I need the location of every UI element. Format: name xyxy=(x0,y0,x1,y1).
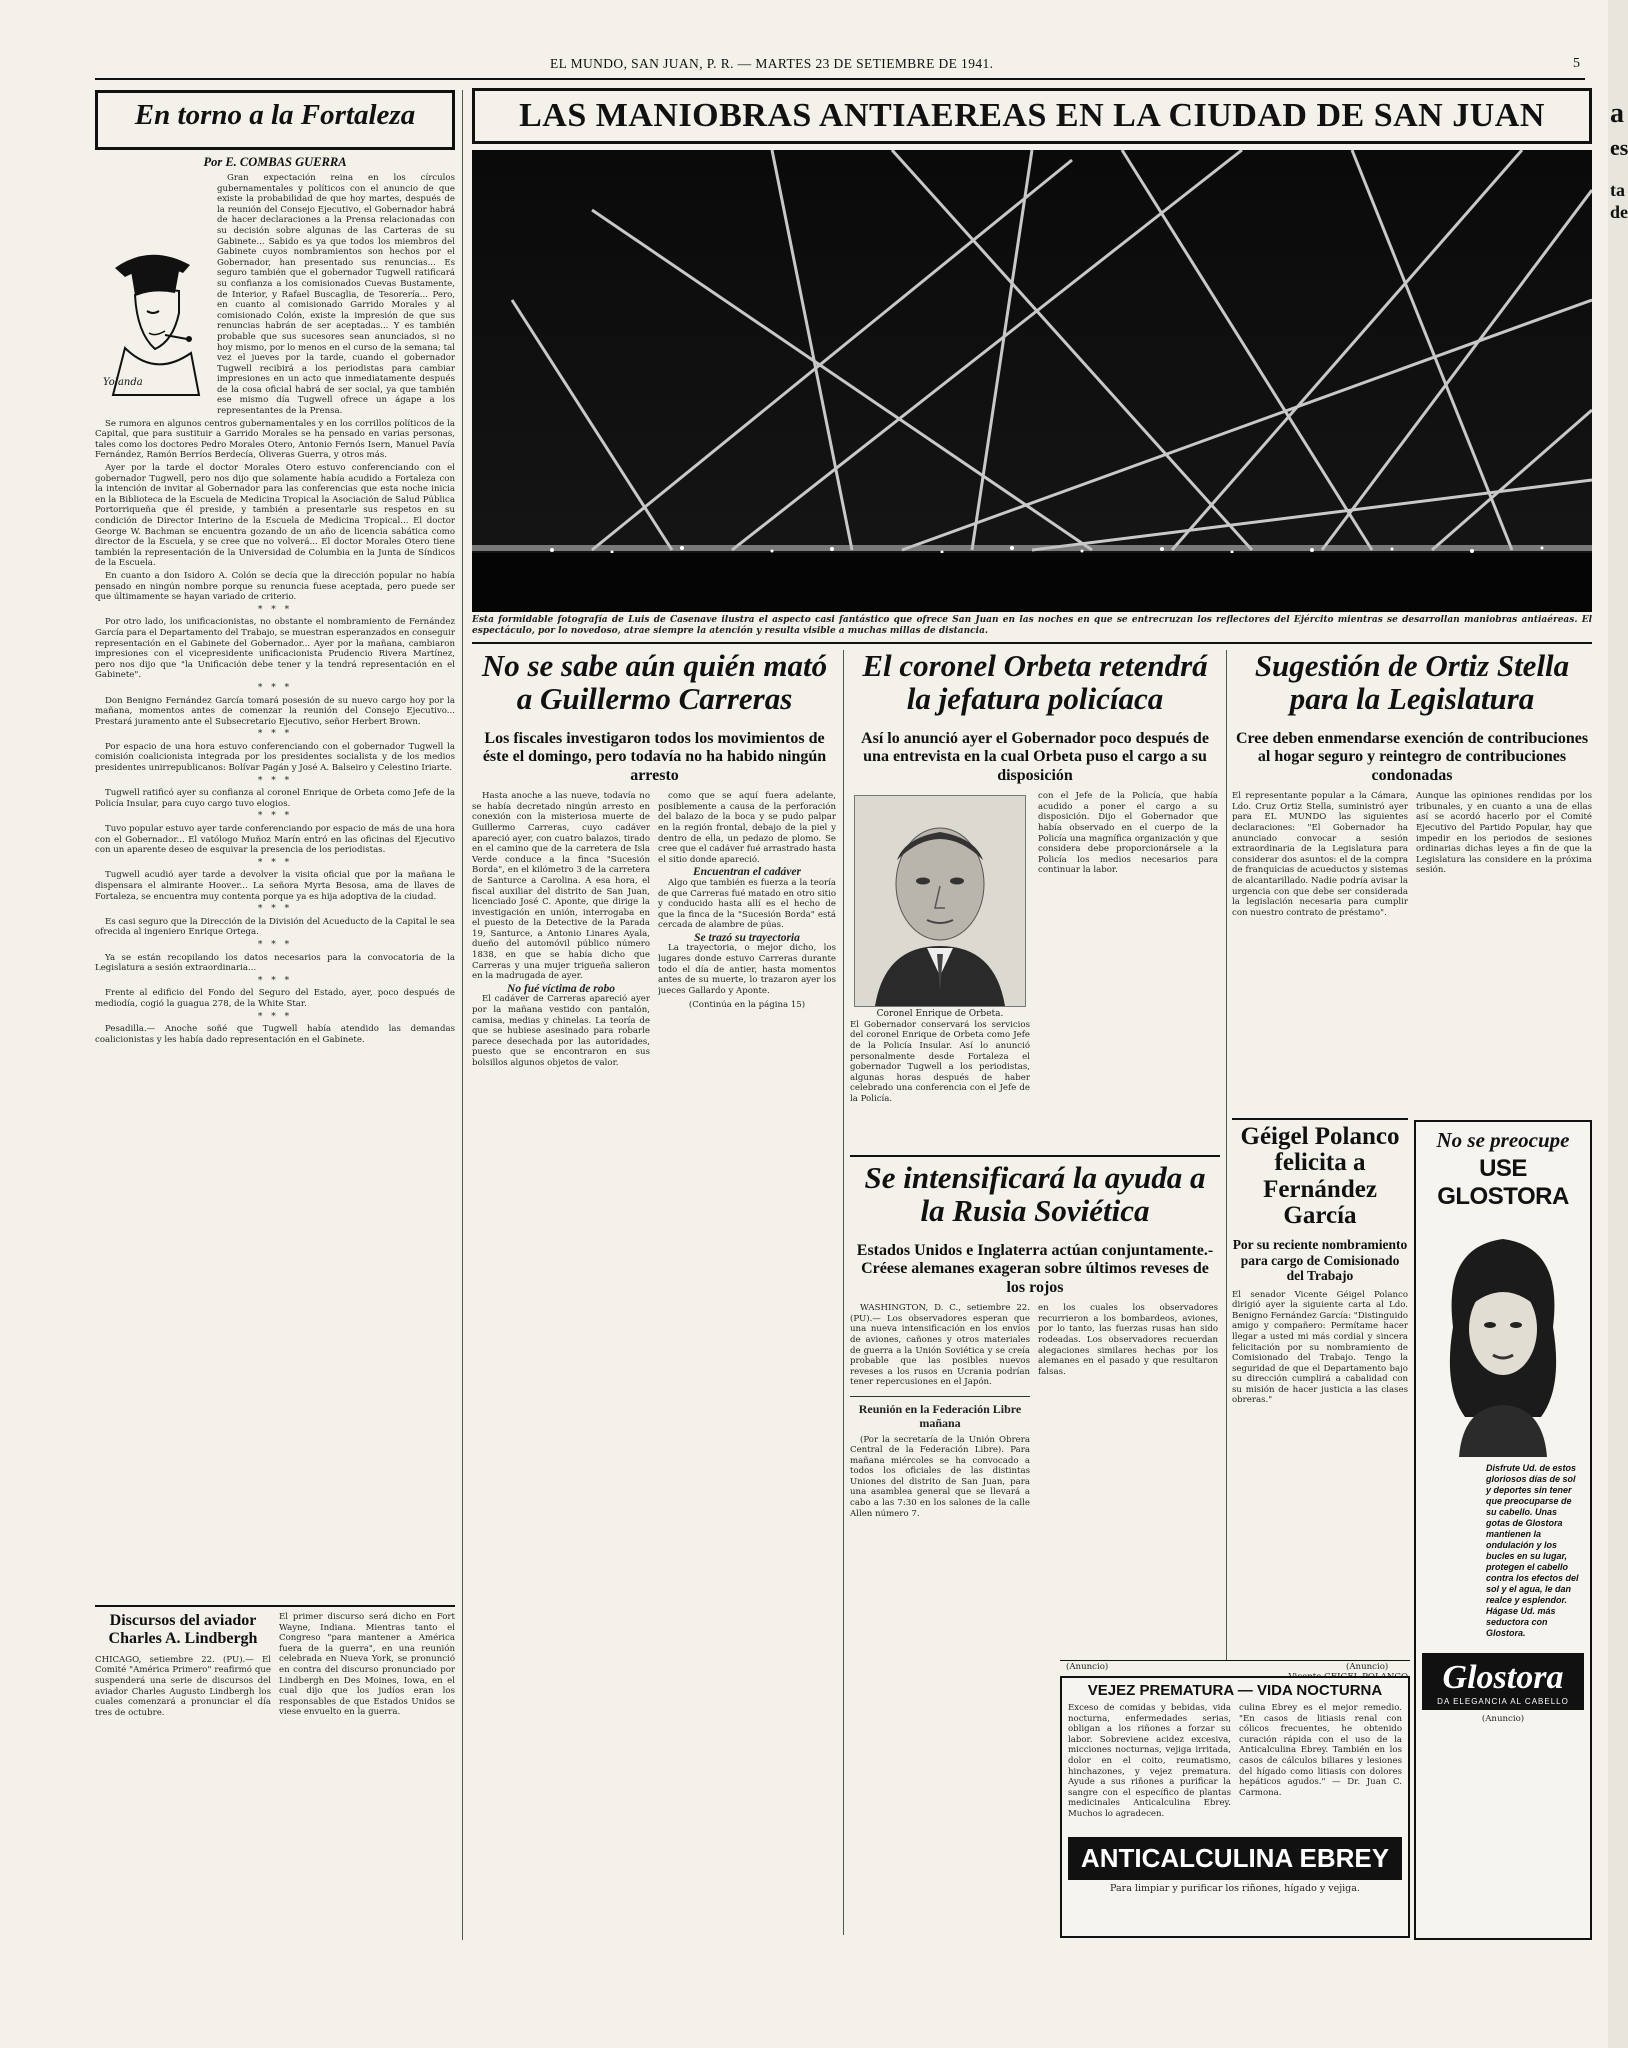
column-paragraph: Tuvo popular estuvo ayer tarde conferenciando por espacio de más de una hora con el Gobernador... El vatólogo Muñoz Marín entró en las oficinas del Ejecutivo con un aparente deseo de esquivar la presencia de los periodistas. xyxy=(95,824,455,856)
story-geigel xyxy=(1232,1124,1408,1682)
column-fortaleza: En torno a la Fortaleza Por E. COMBAS GUERRA Yolanda Gran expectación reina en los círculos gubernamentales y políticos con el anuncio de que existe la probabilidad de que hoy martes, después de la reunión del Consejo Ejecutivo, el Gobernador habrá de hacer declaraciones a la Prensa relacionadas con su decisión sobre algunas de las Carteras de su Gabinete... Sabido es ya que todos los miembros del Gabinete cuyos nombramientos son hechos por el Gobernador, han presentado sus renuncias... Es seguro también que el gobernador Tugwell ratificará su confianza a los comisionados Cuevas Bustamente, de Interior, y Rafael Buscaglia, de Tesorería... Pero, en cuanto al comisionado Garrido Morales y al comisionado Colón, existe la impresión de que sus renuncias habrán de ser aceptadas... Y es también probable que sus sucesores sean anunciados, si no hoy mismo, por lo menos en el curso de la semana; tal vez el jueves por la tarde, cuando el gobernador Tugwell recibirá a los periodistas para cambiar impresiones en un acto que inmediatamente después de la cosa oficial habrá de ser social, ya que también ese mismo día Tugwell ofrece un ágape a los representantes de la Prensa. Se rumora en algunos centros gubernamentales y en los corrillos políticos de la Capital, que para sustituir a Garrido Morales se ha pensado en varias personas, tales como los doctores Pedro Morales Otero, Antonio Fernós Isern, Manuel Pavía Fernández, Ramón Berríos Berdecía, Oliveras Guerra, y otros más. Ayer por la tarde el doctor Morales Otero estuvo conferenciando con el gobernador Tugwell, pero nos dijo que solamente había acudido a Fortaleza con la intención de invitar al Gobernador para las conferencias que esta noche inicia en la Biblioteca de la Escuela de Medicina Tropical la Asociación de Salud Pública Portorriqueña que él preside, y también a presentarle sus respetos en su condición de Director Interino de la Escuela de Medicina Tropical... El doctor George W. Bachman se encuentra gozando de un año de licencia sabática como director de la Escuela, y se cree que no volverá... El doctor Morales Otero tiene también la representación de la Universidad de Columbia en la Junta de Síndicos de la Escuela. En cuanto a don Isidoro A. Colón se decía que la dirección popular no había pensado en ningún nombre porque su renuncia fuese aceptada, pero puede ser que últimamente se hayan variado de criterio. * * * Por otro lado, los unificacionistas, no obstante el nombramiento de Fernández García para el Departamento del Trabajo, se muestran esperanzados en conseguir representación en el Gabinete del Gobernador... Ayer por la mañana, cambiaron impresiones con el vicepresidente unificacionista Prudencio Rivera Martínez, pero nos dijo que "la Unificación debe tener y la tendrá representación en el Gabinete". * * * Don Benigno Fernández García tomará posesión de su nuevo cargo hoy por la mañana, momentos antes de comenzar la reunión del Consejo Ejecutivo... Prestará juramento ante el Subsecretario Ejecutivo, señor Herbert Brown. * * * Por espacio de una hora estuvo conferenciando con el gobernador Tugwell la comisión coalicionista integrada por los presidentes socialista y de los medios presidentes unirrepublicanos: Bolívar Pagán y José A. Balseiro y Celestino Iriarte. * * * Tugwell ratificó ayer su confianza al coronel Enrique de Orbeta como Jefe de la Policía Insular, para cuyo cargo tuvo elogios. * * * Tuvo popular estuvo ayer tarde conferenciando por espacio de más de una hora con el Gobernador... El vatólogo Muñoz Marín entró en las oficinas del Ejecutivo con un aparente deseo de esquivar la presencia de los periodistas. * * * Tugwell acudió ayer tarde a devolver la visita oficial que por la mañana le dispensara el almirante Hoover... La señora Myrta Besosa, ama de llaves de Fortaleza, se encuentra muy contenta porque ya es hija adoptiva de la ciudad. * * * Es casi seguro que la Dirección de la División del Acueducto de la Capital le sea ofrecida al ingeniero Enrique Ortega. * * * Ya se están recopilando los datos necesarios para la convocatoria de la Legislatura a sesión extraordinaria... * * * Frente al edificio del Fondo del Seguro del Estado, ayer, poco después de mediodía, cogió la guagua 278, de la White Star. * * * Pesadilla.— Anoche soñé que Tugwell había atendido las demandas coalicionistas y les había dado representación en el Gabinete. xyxy=(95,90,455,1439)
ortiz-headline: Sugestión de Ortiz Stella para la Legislatura xyxy=(1254,648,1570,716)
edge-letter: a xyxy=(1610,98,1624,129)
glostora-headline: No se preocupe xyxy=(1436,1128,1570,1152)
ad-label: (Anuncio) xyxy=(1066,1662,1109,1672)
orbeta-deck: Así lo anunció ayer el Gobernador poco después de una entrevista en la cual Orbeta puso el cargo a su disposición xyxy=(861,730,1209,784)
masthead: EL MUNDO, SAN JUAN, P. R. — MARTES 23 DE SETIEMBRE DE 1941. xyxy=(550,56,994,71)
glostora-tagline: DA ELEGANCIA AL CABELLO xyxy=(1437,1697,1569,1706)
column-paragraph: Tugwell ratificó ayer su confianza al coronel Enrique de Orbeta como Jefe de la Policía Insular, para cuyo cargo tuvo elogios. xyxy=(95,788,455,809)
lindbergh-body: El primer discurso será dicho en Fort Wayne, Indiana. Mientras tanto el Congreso "para mantener a América fuera de la guerra", en una reunión celebrada en Nueva York, se pronunció en contra del discurso pronunciado por Lindbergh en Des Moines, Iowa, en el cual dijo que los judíos eran los responsables de que Estados Unidos se viese envuelto en la guerra. xyxy=(279,1612,455,1718)
lindbergh-body: CHICAGO, setiembre 22. (PU).— El Comité "América Primero" reafirmó que suspenderá una serie de discursos del aviador Charles Augusto Lindbergh los cuales comenzará a pronunciar el día tres de octubre. xyxy=(95,1654,271,1718)
illustrator-signature: Yolanda xyxy=(103,377,143,388)
carreras-subhead: Encuentran el cadáver xyxy=(693,866,801,879)
carreras-paragraph: como que se aquí fuera adelante, posiblemente a causa de la perforación del balazo de la boca y se pudo palpar en la región frontal, debajo de la piel y dentro de ella, un pedazo de plomo. Se cree que el cadáver fué arrastrado hasta el sitio donde apareció. xyxy=(658,791,836,865)
geigel-headline: Géigel Polanco felicita a Fernández García xyxy=(1240,1123,1400,1229)
caricature-illustration xyxy=(95,173,213,403)
orbeta-paragraph: con el Jefe de la Policía, que había acudido a poner el cargo a su disposición. Dijo el Gobernador que había observado en el cuerpo de la Policía una magnífica organización y que considera debe proporcionársele a la Policía los medios necesarios para continuar la labor. xyxy=(1038,791,1218,876)
federacion-paragraph: (Por la secretaría de la Unión Obrera Central de la Federación Libre). Para mañana miércoles se ha convocado a todos los oficiales de las distintas Uniones del distrito de San Juan, para una asamblea general que se llevará a cabo a las 7:30 en los salones de la calle Allen número 7. xyxy=(850,1434,1030,1519)
carreras-subhead: No fué víctima de robo xyxy=(507,982,615,995)
photo-caption: Esta formidable fotografía de Luis de Casenave ilustra el aspecto casi fantástico que ofrece San Juan en las noches en que se entrecruzan los reflectores del Ejército mientras se desarrollan maniobras antiaéreas. El espectáculo, por lo novedoso, atrae siempre la atención y resulta visible a muchas millas de distancia. xyxy=(472,615,1592,636)
page-number: 5 xyxy=(1573,56,1580,71)
ortiz-paragraph: Aunque las opiniones rendidas por los tribunales, y en cuanto a una de ellas así se acordó hacerlo por el Comité Ejecutivo del Partido Popular, hay que impedir en los periodos de sesiones ordinarias dichas leyes a fin de que la Legislatura las considere en la próxima sesión. xyxy=(1416,791,1592,876)
column-paragraph: Por espacio de una hora estuvo conferenciando con el gobernador Tugwell la comisión coalicionista integrada por los presidentes socialista y de los medios presidentes unirrepublicanos: Bolívar Pagán y José A. Balseiro y Celestino Iriarte. xyxy=(95,741,455,774)
rusia-paragraph: WASHINGTON, D. C., setiembre 22. (PU).— Los observadores esperan que una nueva intensificación en los envíos de aviones, cañones y otros materiales de guerra a la Unión Soviética y se creía probable que las posibles nuevos reveses a los rusos en Ucrania podrían tener repercusiones en el Japón. xyxy=(850,1303,1030,1388)
carreras-paragraph: Hasta anoche a las nueve, todavía no se había decretado ningún arresto en conexión con la misteriosa muerte de Guillermo Carreras, cuyo cadáver apareció ayer, con cuatro balazos, tirado en el camino que de la carretera de Isla Verde conduce a la finca "Sucesión Borda", en el kilómetro 3 de la carretera de Santurce a Carolina. A esa hora, el fiscal auxiliar del distrito de San Juan, licenciado José C. Aponte, que dirige la investigación en unión, interrogaba en el puesto de la Detective de la Parada 19, Santurce, a Antonio Linares Ayala, dueño del automóvil público número 1838, en que se había dicho que Carreras y una mujer trigueña salieron en la madrugada de ayer. xyxy=(472,791,650,982)
column-paragraph: Ya se están recopilando los datos necesarios para la convocatoria de la Legislatura a sesión extraordinaria... xyxy=(95,952,455,974)
column-paragraph: Frente al edificio del Fondo del Seguro del Estado, ayer, poco después de mediodía, cogió la guagua 278, de la White Star. xyxy=(95,988,455,1009)
ebrey-copy: Exceso de comidas y bebidas, vida nocturna, enfermedades serias, obligan a los riñones a forzar su labor. Sobreviene acidez excesiva, micciones nocturnas, vejiga irritada, dolor en el coito, reumatismo, hinchazones, y vejez prematura. Ayude a sus riñones a purificar la sangre con el específico de plantas medicinales Anticalculina Ebrey. Muchos lo agradecen. xyxy=(1068,1703,1231,1819)
ad-label: (Anuncio) xyxy=(1346,1662,1389,1672)
story-carreras xyxy=(472,650,837,1981)
column-paragraph: Don Benigno Fernández García tomará posesión de su nuevo cargo hoy por la mañana, momentos antes de comenzar la reunión del Consejo Ejecutivo... Prestará juramento ante el Subsecretario Ejecutivo, señor Herbert Brown. xyxy=(95,695,455,727)
column-paragraph: En cuanto a don Isidoro A. Colón se decía que la dirección popular no había pensado en ningún nombre porque su renuncia fuese aceptada, pero puede ser que últimamente se hayan variado de criterio. xyxy=(95,570,455,603)
ebrey-headline: VEJEZ PREMATURA — VIDA NOCTURNA xyxy=(1087,1682,1383,1699)
glostora-woman-photo xyxy=(1423,1217,1583,1457)
ad-glostora xyxy=(1414,1120,1592,1940)
geigel-deck: Por su reciente nombramiento para cargo de Comisionado del Trabajo xyxy=(1232,1237,1408,1284)
searchlight-photo xyxy=(472,150,1592,612)
column-paragraph: Se rumora en algunos centros gubernamentales y en los corrillos políticos de la Capital, que para sustituir a Garrido Morales se ha pensado en varias personas, tales como los doctores Pedro Morales Otero, Antonio Fernós Isern, Manuel Pavía Fernández, Ramón Berríos Berdecía, Oliveras Guerra, y otros más. xyxy=(95,418,455,461)
ortiz-paragraph: El representante popular a la Cámara, Ldo. Cruz Ortiz Stella, suministró ayer para EL MUNDO las siguientes declaraciones: "El Gobernador ha anunciado convocar a sesión extraordinaria de la Legislatura para considerar dos asuntos: el de la compra de franquicias de acueductos y sistemas de alcantarillado. Nadie podría avisar la urgencia con que debe ser considerada la legislación necesaria para cumplir con nuestro contrato de préstamo". xyxy=(1232,791,1408,918)
column-paragraph: Por otro lado, los unificacionistas, no obstante el nombramiento de Fernández García para el Departamento del Trabajo, se muestran esperanzados en conseguir representación en el Gabinete del Gobernador... Ayer por la mañana, cambiaron impresiones con el vicepresidente unificacionista Prudencio Rivera Martínez, pero nos dijo que "la Unificación debe tener y la tendrá representación en el Gabinete". xyxy=(95,617,455,681)
orbeta-headline: El coronel Orbeta retendrá la jefatura policíaca xyxy=(862,648,1208,716)
carreras-paragraph: Algo que también es fuerza a la teoría de que Carreras fué matado en otro sitio y conducido hasta allí es el hecho de que la finca de la "Sucesión Borda" está cercada de alambre de púas. xyxy=(658,877,836,931)
edge-strip xyxy=(1608,0,1628,2048)
edge-letter: es xyxy=(1610,135,1628,160)
carreras-headline: No se sabe aún quién mató a Guillermo Carreras xyxy=(481,648,828,716)
orbeta-paragraph: El Gobernador conservará los servicios del coronel Enrique de Orbeta como Jefe de la Policía Insular. Así lo anunció personalmente desde Fortaleza el gobernador Tugwell a los periodistas, algunas horas después de haber celebrado una conferencia con el Jefe de la Policía. xyxy=(850,1019,1030,1104)
carreras-deck: Los fiscales investigaron todos los movimientos de éste el domingo, pero todavía no ha habido ningún arresto xyxy=(482,730,827,784)
carreras-subhead: Se trazó su trayectoria xyxy=(694,931,800,944)
rusia-paragraph: en los cuales los observadores recurrieron a los bombardeos, aviones, por lo tanto, las fuerzas rusas han sido rodeadas. Los observadores recuerdan alegaciones similares hechas por los alemanes en el pasado y que resultaron falsas. xyxy=(1038,1303,1218,1377)
rusia-headline: Se intensificará la ayuda a la Rusia Soviética xyxy=(864,1160,1206,1228)
ad-ebrey xyxy=(1060,1676,1410,1938)
story-orbeta xyxy=(850,650,1220,1171)
lindbergh-headline: Discursos del aviador Charles A. Lindbergh xyxy=(108,1612,258,1648)
column-paragraph: Ayer por la tarde el doctor Morales Otero estuvo conferenciando con el gobernador Tugwell, pero nos dijo que solamente había acudido a Fortaleza con la intención de invitar al Gobernador para las conferencias que esta noche inicia en la Biblioteca de la Escuela de Medicina Tropical la Asociación de Salud Pública Portorriqueña que él preside, y también a presentarle sus respetos en su condición de Director Interino de la Escuela de Medicina Tropical... El doctor George W. Bachman se encuentra gozando de un año de licencia sabática como director de la Escuela, y se cree que no volverá... El doctor Morales Otero tiene también la representación de la Universidad de Columbia en la Junta de Síndicos de la Escuela. xyxy=(95,463,455,569)
rusia-deck: Estados Unidos e Inglaterra actúan conjuntamente.-Créese alemanes exageran sobre últimos reveses de los rojos xyxy=(856,1242,1214,1296)
column-paragraph: Pesadilla.— Anoche soñé que Tugwell había atendido las demandas coalicionistas y les había dado representación en el Gabinete. xyxy=(95,1024,455,1045)
ebrey-tagline: Para limpiar y purificar los riñones, hígado y vejiga. xyxy=(1110,1883,1360,1894)
glostora-brand: Glostora xyxy=(1442,1659,1564,1696)
orbeta-portrait xyxy=(854,795,1026,1007)
ebrey-copy: culina Ebrey es el mejor remedio. "En casos de litiasis renal con cólicos frecuentes, he obtenido curación rápida con el uso de la Anticalculina Ebrey. También en los casos de cálculos biliares y lesiones del hígado como litiasis con dolores hepáticos agudos." — Dr. Juan C. Carmona. xyxy=(1239,1703,1402,1798)
column-byline: Por E. COMBAS GUERRA xyxy=(203,155,347,169)
carreras-paragraph: El cadáver de Carreras apareció ayer por la mañana vestido con pantalón, camisa, medias y chinelas. La teoría de que se hubiese asesinado para robarle parece desechada por las autoridades, puesto que se encontraron en sus bolsillos algunos objetos de valor. xyxy=(472,994,650,1069)
column-title: En torno a la Fortaleza xyxy=(95,90,455,150)
orbeta-photo-caption: Coronel Enrique de Orbeta. xyxy=(876,1009,1004,1020)
main-headline: LAS MANIOBRAS ANTIAEREAS EN LA CIUDAD DE SAN JUAN xyxy=(472,88,1592,144)
continued-note: (Continúa en la página 15) xyxy=(688,1000,806,1011)
edge-letter: de xyxy=(1610,202,1628,222)
edge-letter: ta xyxy=(1610,180,1625,200)
column-paragraph: Tugwell acudió ayer tarde a devolver la visita oficial que por la mañana le dispensara el almirante Hoover... La señora Myrta Besosa, ama de llaves de Fortaleza, se encuentra muy contenta porque ya es hija adoptiva de la ciudad. xyxy=(95,870,455,902)
column-paragraph: Es casi seguro que la Dirección de la División del Acueducto de la Capital le sea ofrecida al ingeniero Enrique Ortega. xyxy=(95,916,455,938)
ad-label: (Anuncio) xyxy=(1481,1714,1525,1724)
glostora-headline: USE GLOSTORA xyxy=(1437,1155,1569,1210)
story-lindbergh xyxy=(95,1612,455,1718)
carreras-paragraph: La trayectoria, o mejor dicho, los lugares donde estuvo Carreras durante todo el día de antier, hasta momentos antes de su muerte, lo trazaron ayer los jueces Gallardo y Aponte. xyxy=(658,943,836,996)
glostora-copy: Disfrute Ud. de estos gloriosos días de sol y deportes sin tener que preocuparse de su cabello. Unas gotas de Glostora mantienen la ondulación y los bucles en su lugar, protegen el cabello contra los efectos del sol y el agua, le dan realce y esplendor. Hágase Ud. más seductora con Glostora. xyxy=(1486,1463,1579,1638)
column-paragraph: Gran expectación reina en los círculos gubernamentales y políticos con el anuncio de que existe la probabilidad de que hoy martes, después de la reunión del Consejo Ejecutivo, el Gobernador habrá de hacer declaraciones a la Prensa relacionadas con su decisión sobre algunas de las Carteras de su Gabinete... Sabido es ya que todos los miembros del Gabinete cuyos nombramientos son hechos por el Gobernador, han presentado sus renuncias... Es seguro también que el gobernador Tugwell ratificará su confianza a los comisionados Cuevas Bustamente, de Interior, y Rafael Buscaglia, de Tesorería... Pero, en cuanto al comisionado Garrido Morales y al comisionado Colón, existe la impresión de que sus renuncias habrán de ser aceptadas... Y es también probable que sus sucesores sean anunciados, si no hoy mismo, por lo menos en el curso de la semana; tal vez el jueves por la tarde, cuando el gobernador Tugwell recibirá a los periodistas para cambiar impresiones en un acto que inmediatamente después de la cosa oficial habrá de ser social, ya que también ese mismo día Tugwell ofrece un ágape a los representantes de la Prensa. xyxy=(217,173,455,417)
geigel-paragraph: El senador Vicente Géigel Polanco dirigió ayer la siguiente carta al Ldo. Benigno Fernández García: "Distinguido amigo y compañero: Permítame hacer llegar a usted mi más cordial y sincera felicitación por su nombramiento de Comisionado del Trabajo. Tengo la seguridad de que el Departamento bajo su dirección cumplirá a cabalidad con su misión de hacer justicia a las clases obreras." xyxy=(1232,1289,1408,1406)
federacion-subhead: Reunión en la Federación Libre mañana xyxy=(850,1396,1030,1431)
ebrey-brand: ANTICALCULINA EBREY xyxy=(1068,1837,1402,1880)
ortiz-deck: Cree deben enmendarse exención de contribuciones al hogar seguro y reintegro de contribuciones condonadas xyxy=(1235,730,1589,784)
